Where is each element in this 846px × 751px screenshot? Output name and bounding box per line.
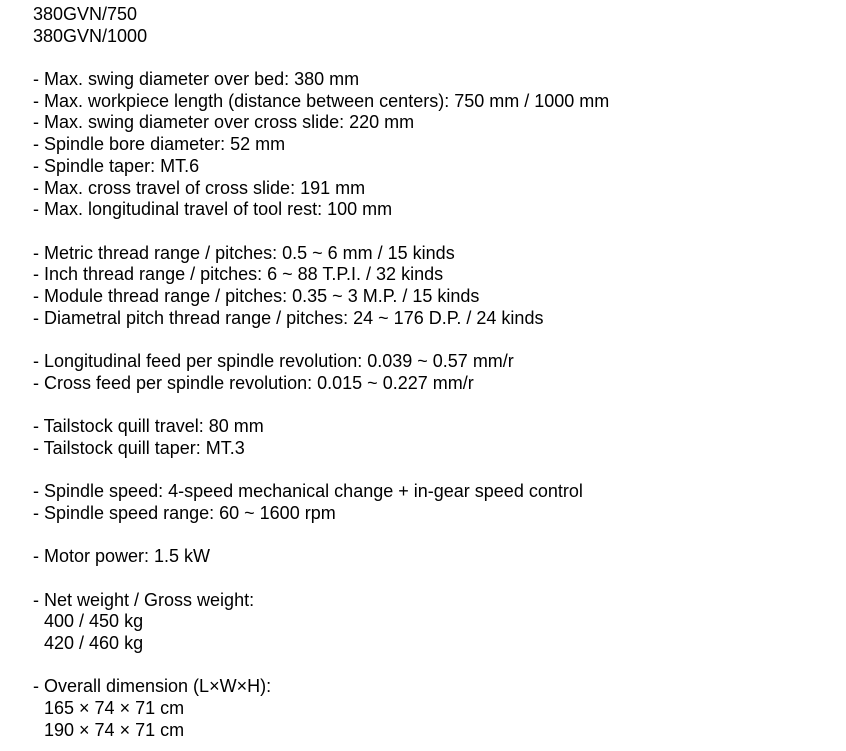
- spec-document: [33, 4, 846, 741]
- spec-item: - Max. swing diameter over cross slide: 220 mm: [33, 112, 415, 133]
- feeds-section: [33, 351, 846, 394]
- spec-item: - Max. swing diameter over bed: 380 mm: [33, 69, 360, 90]
- spec-value: 420 / 460 kg: [44, 632, 144, 653]
- spacer: [33, 459, 846, 481]
- spec-value: 400 / 450 kg: [44, 611, 144, 632]
- spec-item: - Overall dimension (L×W×H):: [33, 676, 272, 697]
- spec-item: - Net weight / Gross weight:: [33, 589, 255, 610]
- spec-item: - Tailstock quill travel: 80 mm: [33, 416, 264, 437]
- spec-item: - Max. longitudinal travel of tool rest: 100 mm: [33, 199, 393, 220]
- spec-item: - Spindle speed range: 60 ~ 1600 rpm: [33, 502, 336, 523]
- spec-item: - Motor power: 1.5 kW: [33, 546, 211, 567]
- spec-item: - Tailstock quill taper: MT.3: [33, 437, 245, 458]
- weight-section: [33, 590, 846, 655]
- motor-section: [33, 546, 846, 568]
- spec-item: - Longitudinal feed per spindle revolution: 0.039 ~ 0.57 mm/r: [33, 351, 514, 371]
- model-list: [33, 4, 846, 47]
- spacer: [33, 329, 846, 351]
- tailstock-section: [33, 416, 846, 459]
- threads-section: [33, 243, 846, 330]
- spec-item: - Max. cross travel of cross slide: 191 mm: [33, 177, 366, 198]
- spacer: [33, 394, 846, 416]
- spacer: [33, 655, 846, 677]
- dimension-section: [33, 676, 846, 741]
- spec-item: - Cross feed per spindle revolution: 0.015 ~ 0.227 mm/r: [33, 372, 474, 393]
- spec-item: - Metric thread range / pitches: 0.5 ~ 6 mm / 15 kinds: [33, 242, 455, 263]
- spec-item: - Max. workpiece length (distance between centers): 750 mm / 1000 mm: [33, 90, 610, 111]
- spacer: [33, 47, 846, 69]
- spacer: [33, 525, 846, 547]
- model-name: 380GVN/1000: [33, 25, 148, 46]
- spec-item: - Module thread range / pitches: 0.35 ~ 3 M.P. / 15 kinds: [33, 285, 480, 306]
- spacer: [33, 221, 846, 243]
- spindle-section: [33, 481, 846, 524]
- model-name: 380GVN/750: [33, 4, 138, 24]
- spec-value: 190 × 74 × 71 cm: [44, 719, 185, 740]
- spec-item: - Spindle speed: 4-speed mechanical change + in-gear speed control: [33, 481, 583, 502]
- spec-item: - Spindle bore diameter: 52 mm: [33, 134, 286, 155]
- spec-item: - Diametral pitch thread range / pitches: 24 ~ 176 D.P. / 24 kinds: [33, 307, 544, 328]
- capacity-section: [33, 69, 846, 221]
- spec-item: - Spindle taper: MT.6: [33, 155, 200, 176]
- spec-value: 165 × 74 × 71 cm: [44, 698, 185, 718]
- spacer: [33, 568, 846, 590]
- spec-item: - Inch thread range / pitches: 6 ~ 88 T.P.I. / 32 kinds: [33, 264, 444, 285]
